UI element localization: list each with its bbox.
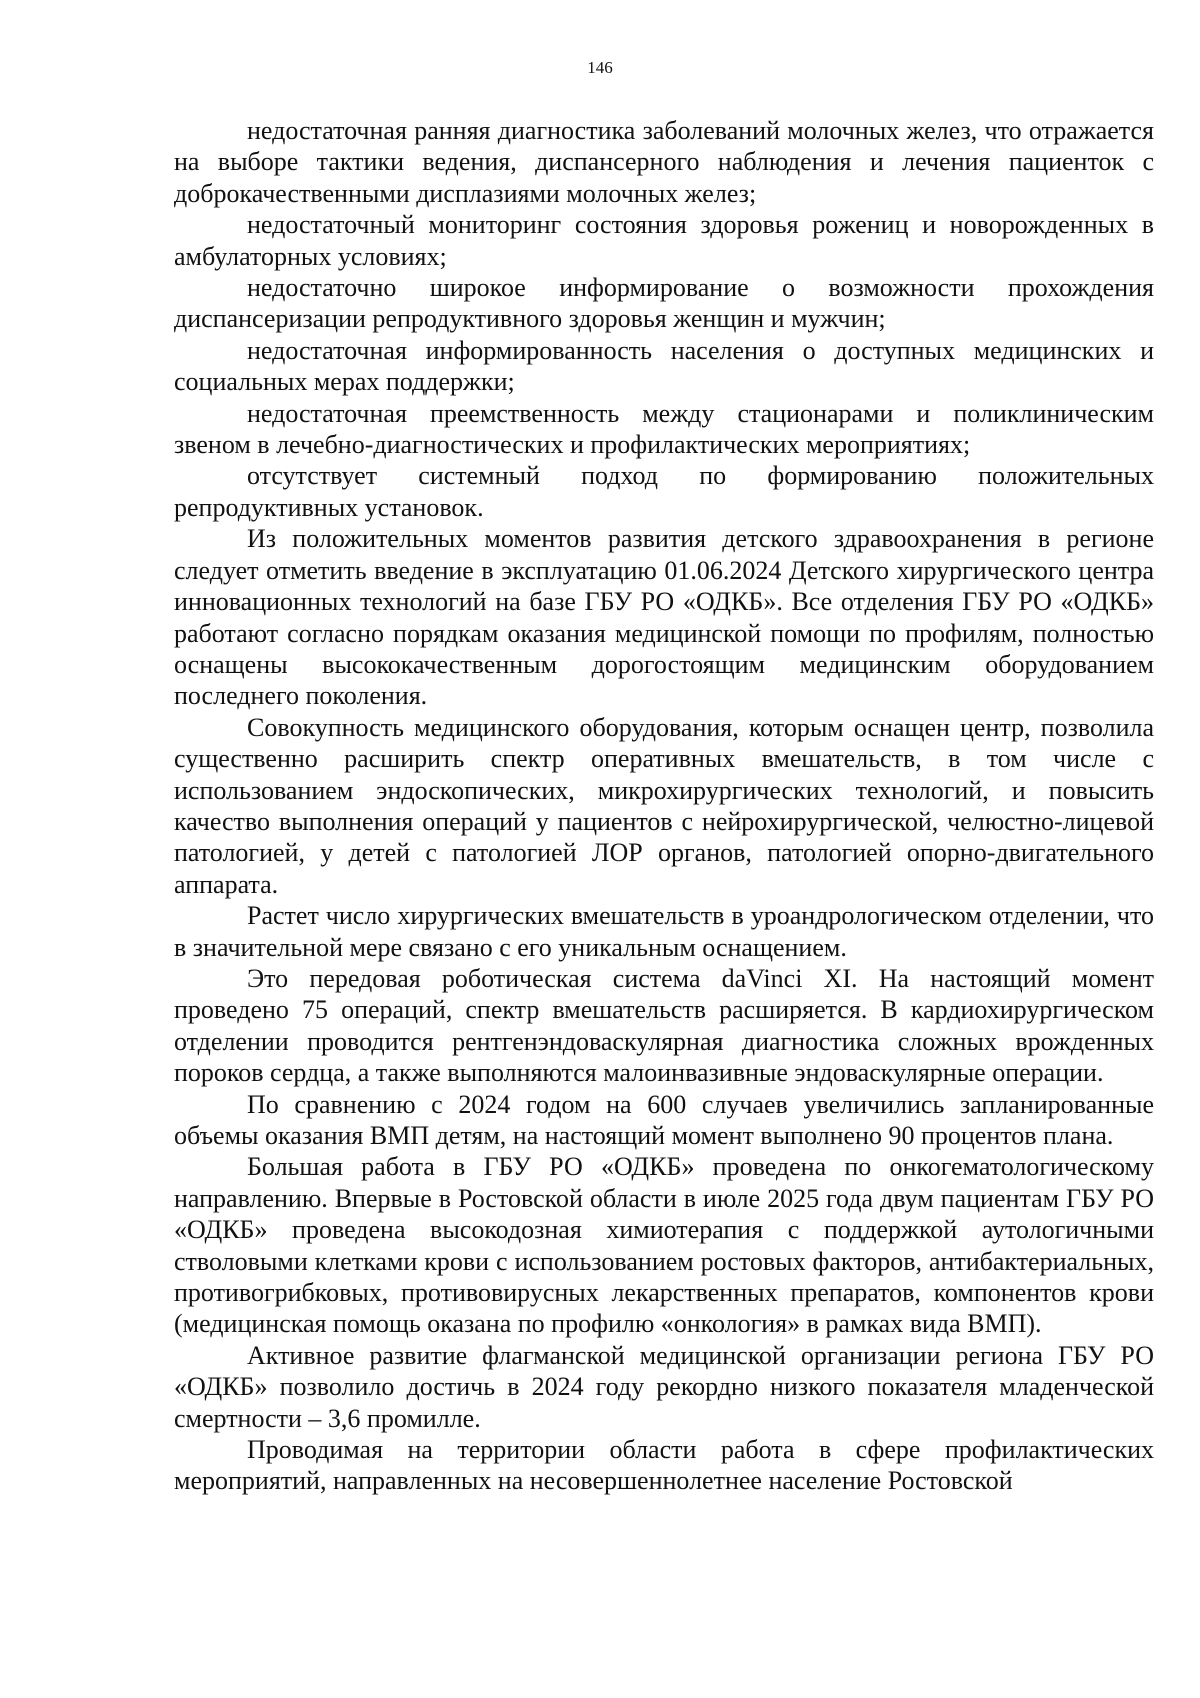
paragraph-14: Проводимая на территории области работа в сфере профилактических мероприятий, направленных на несовершеннолетнее население Ростовской [174,1435,1154,1496]
paragraph-13: Активное развитие флагманской медицинской организации региона ГБУ РО «ОДКБ» позволило достичь в 2024 году рекордно низкого показателя младенческой смертности – 3,6 промилле. [174,1340,1154,1433]
paragraph-6: отсутствует системный подход по формированию положительных репродуктивных установок. [174,461,1154,522]
paragraph-10: Это передовая роботическая система daVinci XI. На настоящий момент проведено 75 операций, спектр вмешательств расширяется. В кардиохирургическом отделении проводится рентгенэндоваскулярная диагностика сложных врожденных пороков сердца, а также выполняются малоинвазивные эндоваскулярные операции. [174,963,1154,1088]
paragraph-3: недостаточно широкое информирование о возможности прохождения диспансеризации репродуктивного здоровья женщин и мужчин; [174,273,1154,334]
paragraph-4: недостаточная информированность населения о доступных медицинских и социальных мерах поддержки; [174,335,1154,397]
paragraph-1: недостаточная ранняя диагностика заболеваний молочных желез, что отражается на выборе тактики ведения, диспансерного наблюдения и лечения пациенток с доброкачественными дисплазиями молочных желез; [174,116,1154,208]
document-body [174,115,1154,1497]
paragraph-7: Из положительных моментов развития детского здравоохранения в регионе следует отметить введение в эксплуатацию 01.06.2024 Детского хирургического центра инновационных технологий на базе ГБУ РО «ОДКБ». Все отделения ГБУ РО «ОДКБ» работают согласно порядкам оказания медицинской помощи по профилям, полностью оснащены высококачественным дорогостоящим медицинским оборудованием последнего поколения. [174,524,1154,711]
paragraph-11: По сравнению с 2024 годом на 600 случаев увеличились запланированные объемы оказания ВМП детям, на настоящий момент выполнено 90 процентов плана. [174,1089,1154,1150]
page-number: 146 [587,58,613,77]
paragraph-2: недостаточный мониторинг состояния здоровья рожениц и новорожденных в амбулаторных условиях; [174,210,1154,271]
paragraph-9: Растет число хирургических вмешательств в уроандрологическом отделении, что в значительной мере связано с его уникальным оснащением. [174,901,1154,962]
paragraph-12: Большая работа в ГБУ РО «ОДКБ» проведена по онкогематологическому направлению. Впервые в Ростовской области в июле 2025 года двум пациентам ГБУ РО «ОДКБ» проведена высокодозная химиотерапия с поддержкой аутологичными стволовыми клетками крови с использованием ростовых факторов, антибактериальных, противогрибковых, противовирусных лекарственных препаратов, компонентов крови (медицинская помощь оказана по профилю «онкология» в рамках вида ВМП). [174,1152,1154,1339]
paragraph-5: недостаточная преемственность между стационарами и поликлиническим звеном в лечебно-диагностических и профилактических мероприятиях; [174,398,1154,460]
paragraph-8: Совокупность медицинского оборудования, которым оснащен центр, позволила существенно расширить спектр оперативных вмешательств, в том числе с использованием эндоскопических, микрохирургических технологий, и повысить качество выполнения операций у пациентов с нейрохирургической, челюстно-лицевой патологией, у детей с патологией ЛОР органов, патологией опорно-двигательного аппарата. [174,712,1154,899]
